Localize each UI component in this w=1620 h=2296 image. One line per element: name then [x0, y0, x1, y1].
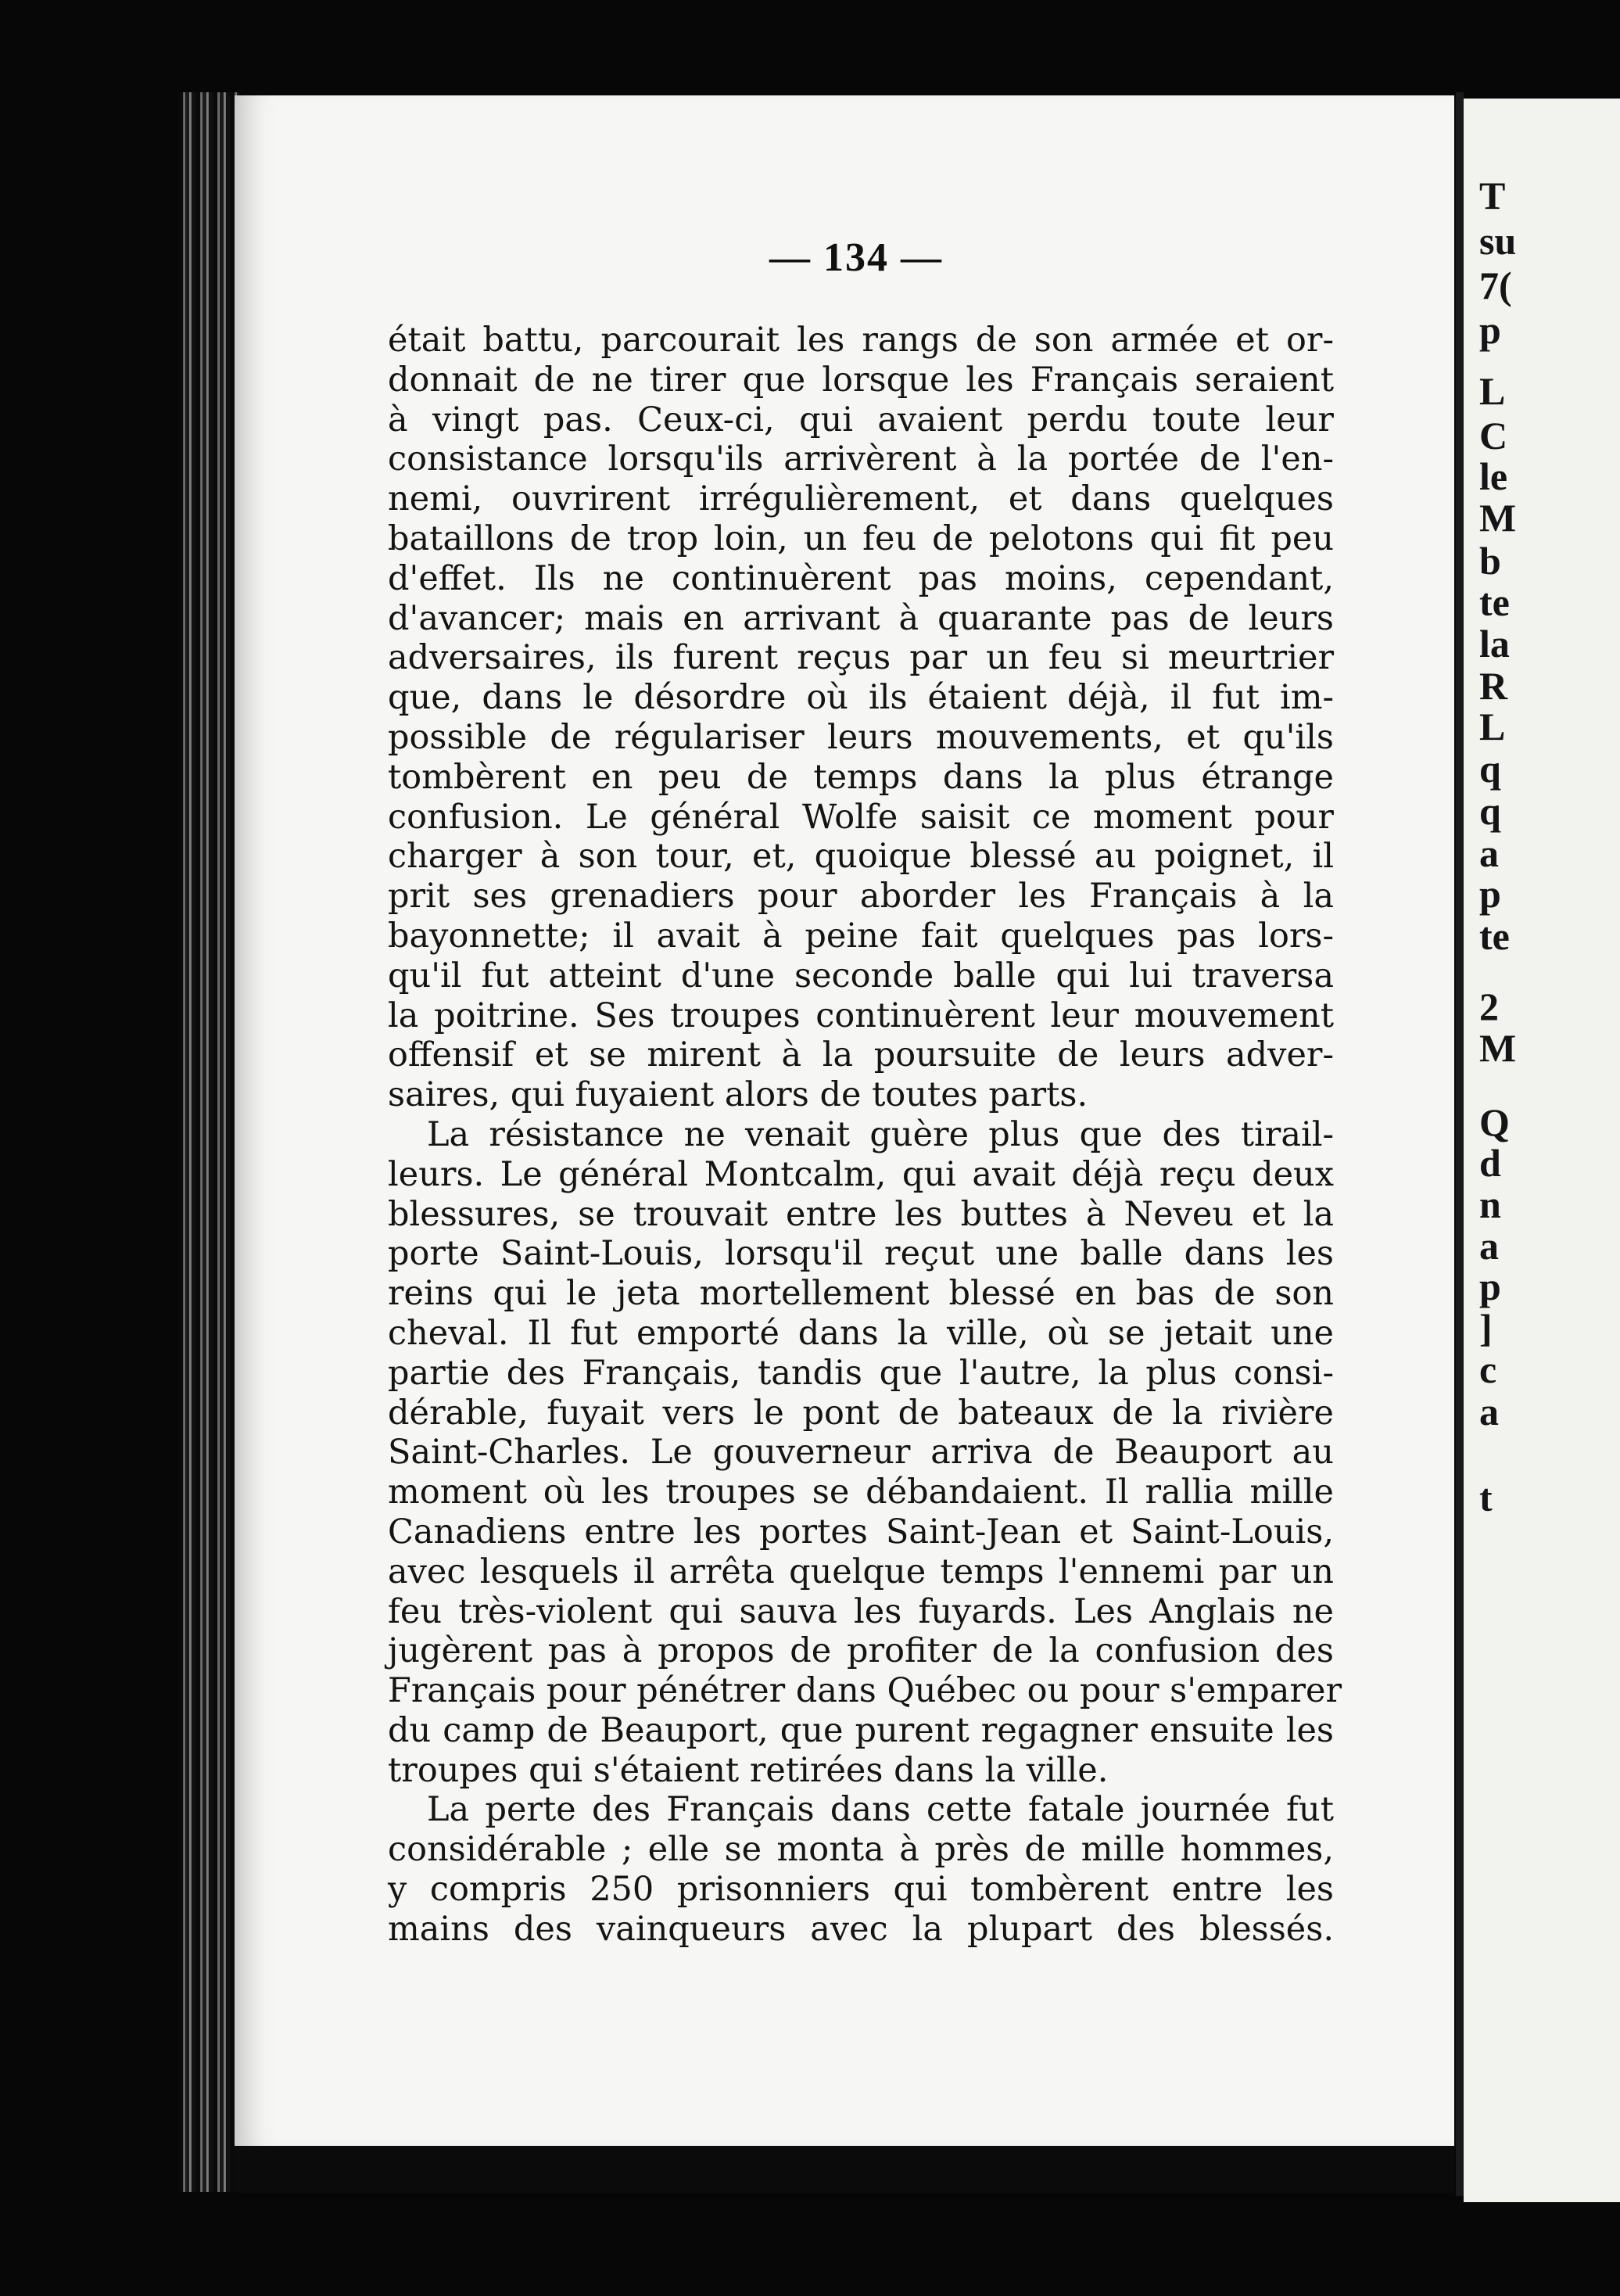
facing-page-fragment: n — [1479, 1182, 1501, 1226]
text-line: jugèrent pas à propos de profiter de la confusion des — [388, 1631, 1334, 1671]
text-line: confusion. Le général Wolfe saisit ce moment pour — [388, 797, 1334, 837]
text-line: leurs. Le général Montcalm, qui avait déjà reçu deux — [388, 1154, 1334, 1194]
facing-page-fragment: t — [1479, 1476, 1493, 1519]
text-line: dérable, fuyait vers le pont de bateaux de la rivière — [388, 1393, 1334, 1433]
text-line: consistance lorsqu'ils arrivèrent à la portée de l'en- — [388, 439, 1334, 479]
text-line: saires, qui fuyaient alors de toutes parts. — [388, 1075, 1088, 1115]
text-line: qu'il fut atteint d'une seconde balle qui lui traversa — [388, 956, 1334, 996]
text-line: bayonnette; il avait à peine fait quelques pas lors- — [388, 916, 1334, 956]
facing-page-fragment: a — [1479, 1224, 1499, 1268]
text-line: feu très-violent qui sauva les fuyards. Les Anglais ne — [388, 1591, 1334, 1631]
book-spine-edges — [178, 92, 239, 2192]
text-line: reins qui le jeta mortellement blessé en bas de son — [388, 1274, 1334, 1314]
facing-page-fragment: 2 — [1479, 985, 1499, 1028]
facing-page-fragment: a — [1479, 831, 1499, 875]
facing-page-fragment: ] — [1479, 1306, 1493, 1350]
text-line: tombèrent en peu de temps dans la plus étrange — [388, 757, 1334, 797]
text-line: nemi, ouvrirent irrégulièrement, et dans quelques — [388, 479, 1334, 519]
facing-page-fragment: T — [1479, 174, 1506, 217]
facing-page-fragment: d — [1479, 1141, 1501, 1185]
facing-page-fragment: te — [1479, 914, 1510, 958]
facing-page-fragment: C — [1479, 414, 1508, 457]
text-line: avec lesquels il arrêta quelque temps l'ennemi par un — [388, 1552, 1334, 1591]
facing-page-fragment: Q — [1479, 1100, 1510, 1144]
text-line: d'avancer; mais en arrivant à quarante pas de leurs — [388, 598, 1334, 638]
facing-page-fragment: 7( — [1479, 264, 1512, 307]
facing-page-fragment: le — [1479, 454, 1508, 498]
text-line: Canadiens entre les portes Saint-Jean et Saint-Louis, — [388, 1512, 1334, 1552]
facing-page-fragment: q — [1479, 747, 1501, 791]
facing-page-fragment: te — [1479, 580, 1510, 624]
facing-page-fragment: a — [1479, 1390, 1499, 1433]
text-line: Français pour pénétrer dans Québec ou pour s'emparer — [388, 1671, 1342, 1711]
text-line: porte Saint-Louis, lorsqu'il reçut une balle dans les — [388, 1234, 1334, 1274]
facing-page-fragment: M — [1479, 496, 1517, 540]
text-line: d'effet. Ils ne continuèrent pas moins, cependant, — [388, 558, 1334, 598]
text-line: adversaires, ils furent reçus par un feu si meurtrier — [388, 638, 1334, 678]
page-number: — 134 — — [769, 235, 943, 280]
page-bottom-shadow — [235, 2146, 1454, 2193]
text-line: considérable ; elle se monta à près de mille hommes, — [388, 1830, 1334, 1870]
facing-page-fragment: q — [1479, 789, 1501, 833]
text-line: charger à son tour, et, quoique blessé au poignet, il — [388, 837, 1334, 877]
text-line: La perte des Français dans cette fatale journée fut — [427, 1790, 1334, 1830]
text-line: partie des Français, tandis que l'autre, la plus consi- — [388, 1353, 1334, 1393]
facing-page-fragment: R — [1479, 664, 1508, 708]
facing-page-fragment: b — [1479, 539, 1501, 583]
text-line: troupes qui s'étaient retirées dans la ville. — [388, 1750, 1109, 1790]
text-line: à vingt pas. Ceux-ci, qui avaient perdu toute leur — [388, 400, 1334, 439]
text-line: était battu, parcourait les rangs de son armée et or- — [388, 321, 1334, 360]
text-line: y compris 250 prisonniers qui tombèrent entre les — [388, 1870, 1334, 1910]
facing-page-fragment: p — [1479, 308, 1501, 352]
text-line: Saint-Charles. Le gouverneur arriva de Beauport au — [388, 1433, 1334, 1473]
text-line: donnait de ne tirer que lorsque les Français seraient — [388, 360, 1334, 400]
text-line: la poitrine. Ses troupes continuèrent leur mouvement — [388, 996, 1334, 1035]
text-line: mains des vainqueurs avec la plupart des blessés. — [388, 1909, 1334, 1949]
facing-page-fragment: p — [1479, 1265, 1501, 1308]
facing-page-fragment: su — [1479, 219, 1517, 263]
facing-page-fragment: la — [1479, 622, 1510, 665]
text-line: du camp de Beauport, que purent regagner ensuite les — [388, 1710, 1334, 1750]
facing-page-edge — [1464, 99, 1620, 2202]
page-gutter — [1456, 92, 1464, 2196]
text-line: cheval. Il fut emporté dans la ville, où se jetait une — [388, 1313, 1334, 1353]
facing-page-fragment: M — [1479, 1026, 1517, 1070]
text-line: offensif et se mirent à la poursuite de leurs adver- — [388, 1035, 1334, 1075]
body-text — [388, 321, 1342, 1950]
text-line: moment où les troupes se débandaient. Il rallia mille — [388, 1473, 1334, 1512]
text-line: bataillons de trop loin, un feu de pelotons qui fit peu — [388, 518, 1334, 558]
facing-page-fragment: L — [1479, 369, 1506, 413]
text-line: possible de régulariser leurs mouvements, et qu'ils — [388, 717, 1334, 757]
facing-page-fragment: L — [1479, 705, 1506, 748]
facing-page-fragment: c — [1479, 1347, 1497, 1391]
facing-page-fragment: p — [1479, 872, 1501, 916]
text-line: prit ses grenadiers pour aborder les Français à la — [388, 877, 1334, 917]
text-line: blessures, se trouvait entre les buttes à Neveu et la — [388, 1194, 1334, 1234]
text-line: La résistance ne venait guère plus que des tirail- — [427, 1114, 1334, 1154]
text-line: que, dans le désordre où ils étaient déjà, il fut im- — [388, 678, 1334, 718]
